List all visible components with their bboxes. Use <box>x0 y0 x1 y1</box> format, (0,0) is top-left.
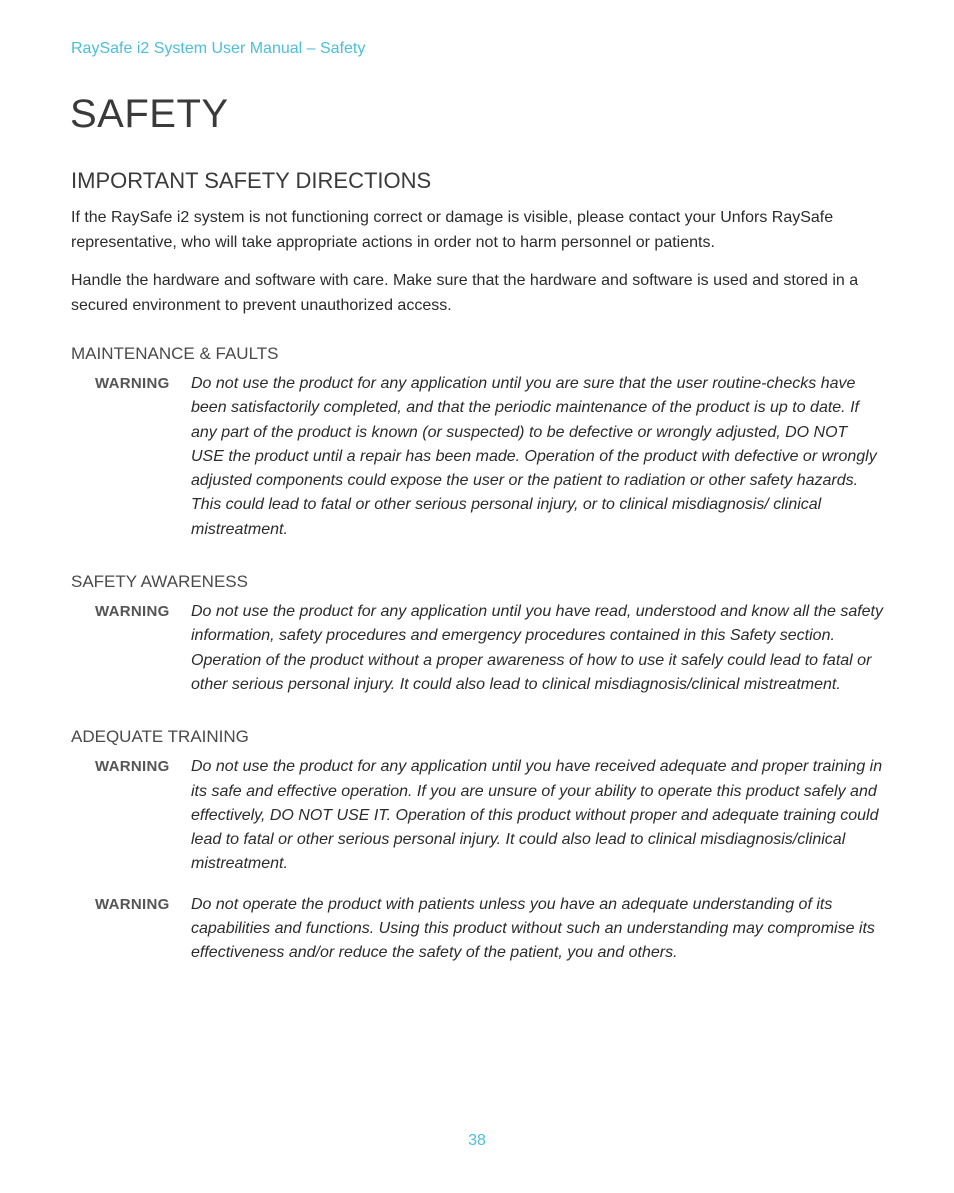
warning-block <box>95 893 883 966</box>
section-heading-important: IMPORTANT SAFETY DIRECTIONS <box>71 168 432 193</box>
warning-label: WARNING <box>95 375 170 392</box>
warning-text: Do not use the product for any application until you have read, understood and know all the safety information, safety procedures and emergency procedures contained in this Safety section. Operation of the product without a proper awareness of how to use it safely could lead to fatal or other serious personal injury. It could also lead to clinical misdiagnosis/clinical mistreatment. <box>191 603 883 693</box>
subheading-training: ADEQUATE TRAINING <box>71 727 249 747</box>
warning-text: Do not use the product for any application until you have received adequate and proper training in its safe and effective operation. If you are unsure of your ability to operate this product safely and effectively, DO NOT USE IT. Operation of this product without proper and adequate training could lead to fatal or other serious personal injury. It could also lead to clinical misdiagnosis/clinical mistreatment. <box>191 758 883 873</box>
running-header: RaySafe i2 System User Manual – Safety <box>71 40 366 57</box>
warning-block <box>95 372 883 542</box>
warning-label: WARNING <box>95 603 170 621</box>
warning-text: Do not use the product for any application until you are sure that the user routine-checks have been satisfactorily completed, and that the periodic maintenance of the product is up to date. If any part of the product is known (or suspected) to be defective or wrongly adjusted, DO NOT USE the product until a repair has been made. Operation of the product with defective or wrongly adjusted components could expose the user or the patient to radiation or other safety hazards. This could lead to fatal or other serious personal injury, or to clinical misdiagnosis/ clinical mistreatment. <box>191 375 877 538</box>
warning-text: Do not operate the product with patients unless you have an adequate understanding of its capabilities and functions. Using this product without such an understanding may compromise its effectiveness and/or reduce the safety of the patient, you and others. <box>191 895 875 962</box>
paragraph: If the RaySafe i2 system is not functioning correct or damage is visible, please contact your Unfors RaySafe representative, who will take appropriate actions in order not to harm personnel or patients. <box>71 209 834 251</box>
page-title: SAFETY <box>70 92 229 136</box>
page-number: 38 <box>468 1132 486 1149</box>
warning-block <box>95 600 883 697</box>
subheading-awareness: SAFETY AWARENESS <box>71 572 248 592</box>
page-content <box>71 166 883 966</box>
warning-label: WARNING <box>95 895 170 913</box>
warning-block <box>95 755 883 876</box>
warning-label: WARNING <box>95 758 170 776</box>
subheading-maintenance: MAINTENANCE & FAULTS <box>71 344 279 363</box>
paragraph: Handle the hardware and software with care. Make sure that the hardware and software is used and stored in a secured environment to prevent unauthorized access. <box>71 272 859 314</box>
